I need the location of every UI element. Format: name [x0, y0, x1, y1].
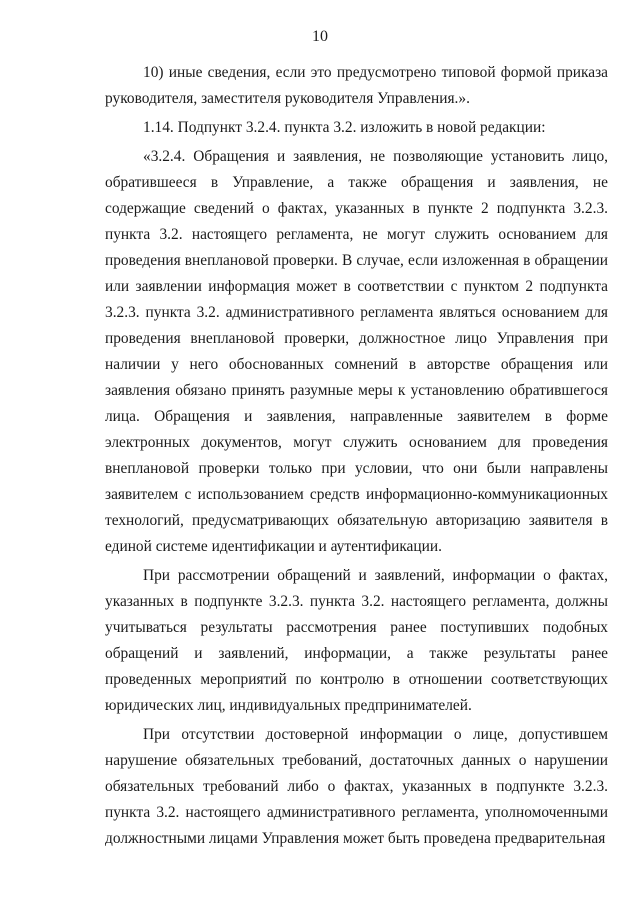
paragraph-item-10-end: 10) иные сведения, если это предусмотрено типовой формой приказа руководителя, заместителя руководителя Управления.». [105, 64, 608, 107]
paragraph-clause-3-2-4: «3.2.4. Обращения и заявления, не позволяющие установить лицо, обратившееся в Управление, а также обращения и заявления, не содержащие сведений о фактах, указанных в пункте 2 подпункта 3.2.3. пункта 3.2. настоящего регламента, не могут служить основанием для проведения внеплановой проверки. В случае, если изложенная в обращении или заявлении информация может в соответствии с пунктом 2 подпункта 3.2.3. пункта 3.2. административного регламента являться основанием для проведения внеплановой проверки, должностное лицо Управления при наличии у него обоснованных сомнений в авторстве обращения или заявления обязано принять разумные меры к установлению обратившегося лица. Обращения и заявления, направленные заявителем в форме электронных документов, могут служить основанием для проведения внеплановой проверки только при условии, что они были направлены заявителем с использованием средств информационно-коммуникационных технологий, предусматривающих обязательную авторизацию заявителя в единой системе идентификации и аутентификации. [105, 148, 608, 555]
paragraph-amendment-1-14: 1.14. Подпункт 3.2.4. пункта 3.2. изложить в новой редакции: [143, 119, 546, 136]
page-number: 10 [312, 28, 328, 45]
paragraph-preliminary-check: При отсутствии достоверной информации о лице, допустившем нарушение обязательных требований, достаточных данных о нарушении обязательных требований либо о фактах, указанных в подпункте 3.2.3. пункта 3.2. настоящего административного регламента, уполномоченными должностными лицами Управления может быть проведена предварительная [105, 726, 608, 847]
document-body [105, 60, 608, 852]
paragraph-consideration: При рассмотрении обращений и заявлений, информации о фактах, указанных в подпункте 3.2.3. пункта 3.2. настоящего регламента, должны учитываться результаты рассмотрения ранее поступивших подобных обращений и заявлений, информации, а также результаты ранее проведенных мероприятий по контролю в отношении соответствующих юридических лиц, индивидуальных предпринимателей. [105, 567, 608, 714]
